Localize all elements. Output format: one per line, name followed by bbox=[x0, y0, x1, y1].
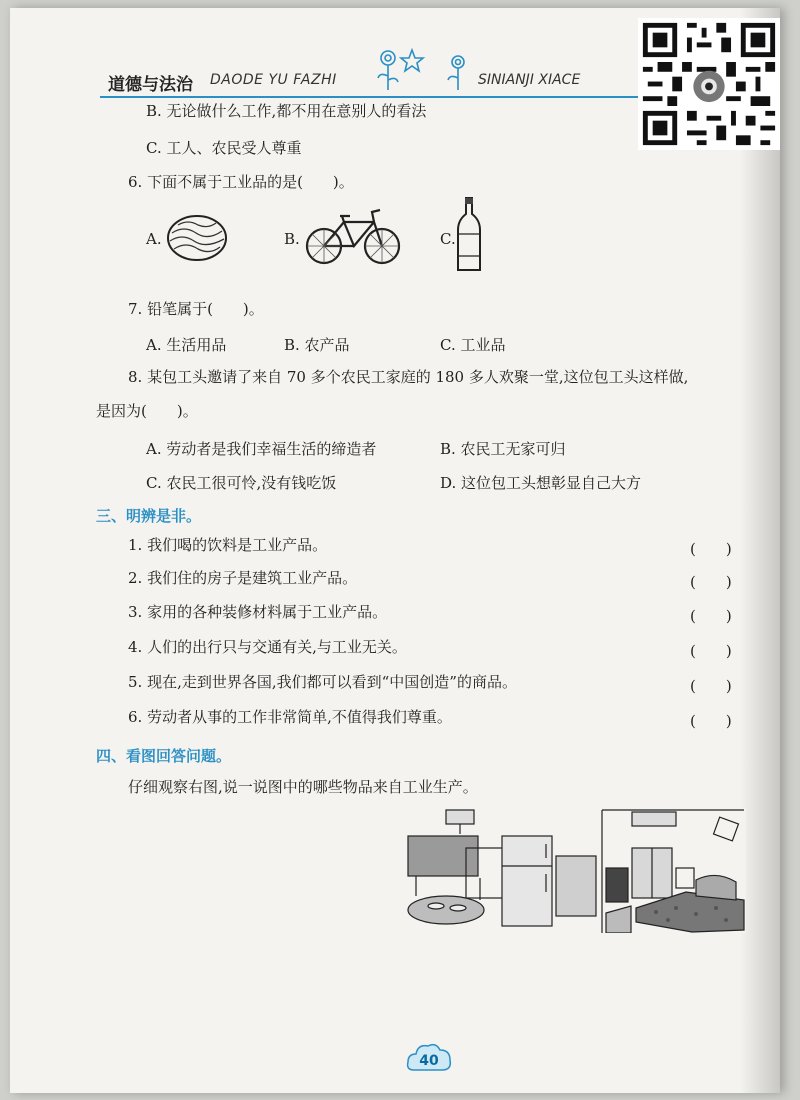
judge-item-3: 3. 家用的各种装修材料属于工业产品。 bbox=[128, 603, 388, 621]
q8-option-c: C. 农民工很可怜,没有钱吃饭 bbox=[146, 474, 337, 492]
page-header bbox=[100, 56, 660, 96]
section-4-title: 四、看图回答问题。 bbox=[96, 747, 232, 765]
subject-title: 道德与法治 bbox=[108, 75, 193, 95]
q7-option-c: C. 工业品 bbox=[440, 336, 506, 354]
judge-item-5: 5. 现在,走到世界各国,我们都可以看到“中国创造”的商品。 bbox=[128, 673, 517, 691]
judge-item-2: 2. 我们住的房子是建筑工业产品。 bbox=[128, 569, 358, 587]
q6-option-c-label: C. bbox=[440, 230, 456, 248]
judge-item-1: 1. 我们喝的饮料是工业产品。 bbox=[128, 536, 328, 554]
q8-option-b: B. 农民工无家可归 bbox=[440, 440, 566, 458]
question-8-line-2: 是因为( )。 bbox=[96, 402, 198, 420]
bottle-icon bbox=[456, 196, 482, 274]
flower-decoration-icon bbox=[370, 42, 480, 92]
page-number-badge bbox=[406, 1042, 452, 1078]
judge-answer-4[interactable]: ( ) bbox=[690, 642, 732, 660]
question-8-line-1: 8. 某包工头邀请了来自 70 多个农民工家庭的 180 多人欢聚一堂,这位包工头这样做, bbox=[128, 368, 689, 386]
home-interior-illustration bbox=[406, 808, 746, 933]
judge-item-6: 6. 劳动者从事的工作非常简单,不值得我们尊重。 bbox=[128, 708, 452, 726]
bicycle-icon bbox=[304, 206, 402, 268]
q7-option-a: A. 生活用品 bbox=[146, 336, 227, 354]
page-spine-shadow bbox=[740, 8, 780, 1093]
judge-answer-1[interactable]: ( ) bbox=[690, 540, 732, 558]
judge-answer-5[interactable]: ( ) bbox=[690, 677, 732, 695]
question-7: 7. 铅笔属于( )。 bbox=[128, 300, 264, 318]
header-rule bbox=[100, 96, 640, 98]
prev-option-c: C. 工人、农民受人尊重 bbox=[146, 139, 302, 157]
q8-option-a: A. 劳动者是我们幸福生活的缔造者 bbox=[146, 440, 377, 458]
prev-option-b: B. 无论做什么工作,都不用在意别人的看法 bbox=[146, 102, 427, 120]
judge-answer-2[interactable]: ( ) bbox=[690, 573, 732, 591]
q6-option-b-label: B. bbox=[284, 230, 300, 248]
q7-option-b: B. 农产品 bbox=[284, 336, 350, 354]
qr-code-icon bbox=[638, 18, 780, 150]
grade-pinyin: SINIANJI XIACE bbox=[478, 72, 581, 88]
q8-option-d: D. 这位包工头想彰显自己大方 bbox=[440, 474, 642, 492]
section-4-prompt: 仔细观察右图,说一说图中的哪些物品来自工业生产。 bbox=[128, 778, 478, 796]
section-3-title: 三、明辨是非。 bbox=[96, 507, 202, 525]
judge-item-4: 4. 人们的出行只与交通有关,与工业无关。 bbox=[128, 638, 407, 656]
q6-option-a-label: A. bbox=[146, 230, 162, 248]
judge-answer-6[interactable]: ( ) bbox=[690, 712, 732, 730]
judge-answer-3[interactable]: ( ) bbox=[690, 607, 732, 625]
page-number: 40 bbox=[419, 1053, 439, 1069]
watermelon-icon bbox=[166, 213, 228, 263]
workbook-page bbox=[10, 8, 780, 1093]
question-6: 6. 下面不属于工业品的是( )。 bbox=[128, 173, 354, 191]
subject-pinyin: DAODE YU FAZHI bbox=[210, 72, 337, 88]
